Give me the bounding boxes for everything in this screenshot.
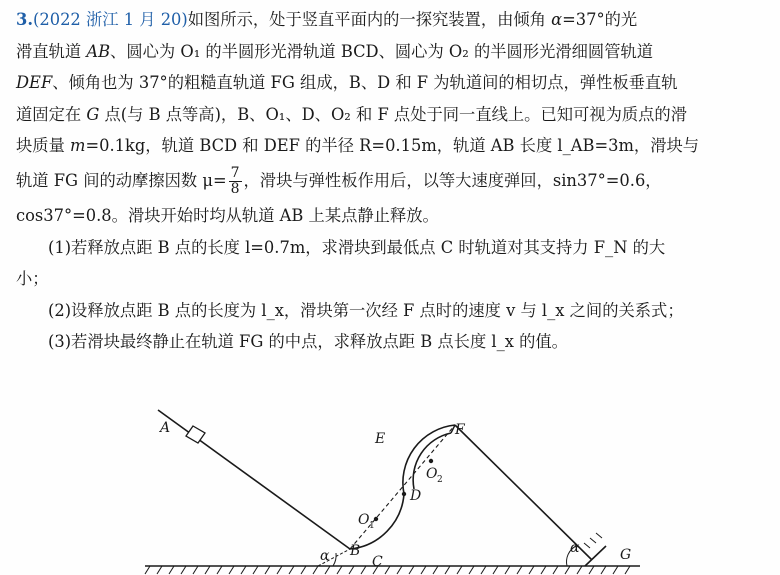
label-c: C bbox=[372, 554, 383, 570]
text-run: 滑直轨道 bbox=[16, 41, 87, 61]
problem-line-7: cos37°=0.8。滑块开始时均从轨道 AB 上某点静止释放。 bbox=[16, 205, 439, 225]
math-run: DEF bbox=[16, 73, 53, 93]
text-run: ，滑块与弹性板作用后，以等大速度弹回，sin37°=0.6， bbox=[243, 170, 662, 190]
fraction-denominator: 8 bbox=[230, 180, 240, 197]
text-run: =0.1kg，轨道 BCD 和 DEF 的半径 R=0.15m，轨道 AB 长度 l_AB=3m，滑块与 bbox=[85, 136, 700, 156]
math-run: α bbox=[551, 10, 563, 29]
fraction-numerator: 7 bbox=[230, 164, 240, 181]
text-run: 轨道 FG 间的动摩擦因数 μ= bbox=[16, 170, 227, 190]
point-d bbox=[402, 492, 406, 496]
math-run: AB bbox=[86, 41, 111, 61]
elastic-board bbox=[584, 533, 606, 566]
text-run: 道固定在 bbox=[16, 104, 87, 124]
label-o2: O bbox=[426, 466, 438, 482]
problem-source: (2022 浙江 1 月 20) bbox=[33, 10, 188, 29]
label-o1-sub: 1 bbox=[369, 521, 375, 531]
label-b: B bbox=[350, 543, 361, 559]
math-run: m bbox=[70, 136, 86, 156]
text-run: 块质量 bbox=[16, 136, 71, 156]
question-1-line-b: 小； bbox=[16, 269, 49, 289]
text-run: 如图所示，处于竖直平面内的一探究装置，由倾角 bbox=[187, 10, 552, 29]
label-alpha-right: α bbox=[570, 540, 580, 556]
label-alpha-left: α bbox=[320, 548, 330, 564]
label-o2-sub: 2 bbox=[437, 475, 443, 485]
question-3: (3)若滑块最终静止在轨道 FG 的中点，求释放点距 B 点长度 l_x 的值。 bbox=[48, 332, 568, 352]
point-o2 bbox=[429, 459, 433, 463]
text-run: =37°的光 bbox=[562, 10, 638, 29]
text-run: 、圆心为 O₁ 的半圆形光滑轨道 BCD、圆心为 O₂ 的半圆形光滑细圆管轨道 bbox=[110, 41, 654, 61]
text-run: 点(与 B 点等高)，B、O₁、D、O₂ 和 F 点处于同一直线上。已知可视为质点的滑 bbox=[99, 104, 687, 124]
question-1-line-a: (1)若释放点距 B 点的长度 l=0.7m，求滑块到最低点 C 时轨道对其支持力 F_N 的大 bbox=[48, 237, 666, 257]
label-o1: O bbox=[358, 512, 370, 528]
label-g: G bbox=[620, 547, 632, 563]
text-run: 、倾角也为 37°的粗糙直轨道 FG 组成，B、D 和 F 为轨道间的相切点，弹性板垂直轨 bbox=[52, 73, 678, 93]
slider-block bbox=[186, 426, 205, 443]
label-f: F bbox=[455, 422, 465, 438]
label-d: D bbox=[410, 488, 422, 504]
track-ab bbox=[158, 410, 350, 549]
ground bbox=[145, 566, 640, 574]
track-def-outer bbox=[403, 425, 455, 494]
label-a: A bbox=[160, 420, 171, 436]
problem-number: 3. bbox=[16, 10, 33, 29]
question-2: (2)设释放点距 B 点的长度为 l_x，滑块第一次经 F 点时的速度 v 与 l_x 之间的关系式； bbox=[48, 300, 684, 320]
math-run: G bbox=[86, 104, 100, 124]
label-e: E bbox=[375, 431, 386, 447]
